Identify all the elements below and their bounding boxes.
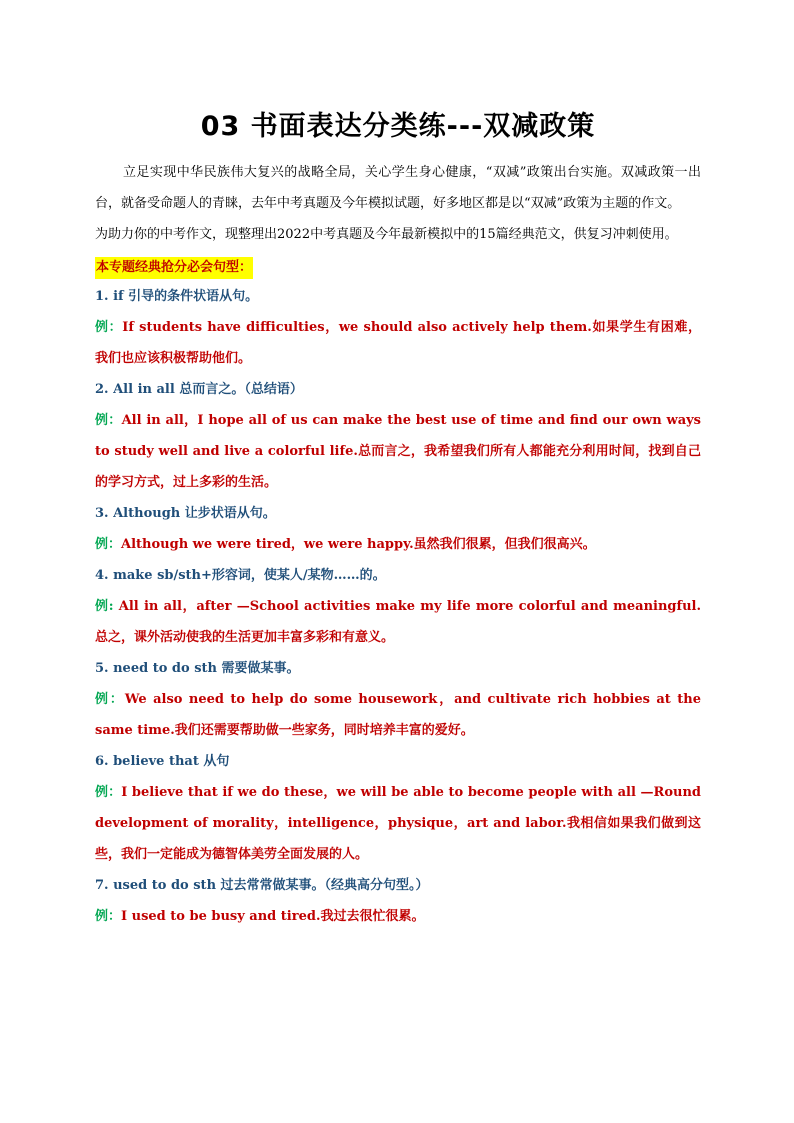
- example-text: We also need to help do some housework，and cultivate rich hobbies at the same time.我们还需要帮助做一些家务，同时培养丰富的爱好。: [95, 692, 701, 738]
- example-text: If students have difficulties，we should also actively help them.如果学生有困难，我们也应该积极帮助他们。: [95, 320, 701, 366]
- sentence-pattern-list: [95, 281, 701, 932]
- example-text: I believe that if we do these，we will be able to become people with all —Round development of morality，intelligence，physique，art and labor.我相信如果我们做到这些，我们一定能成为德智体美劳全面发展的人。: [95, 785, 701, 862]
- document-title: 03 书面表达分类练---双减政策: [200, 111, 596, 142]
- example-label: 例：: [95, 320, 123, 335]
- section-label: 本专题经典抢分必会句型：: [95, 257, 253, 279]
- example-label: 例:: [95, 599, 119, 614]
- example-text: I used to be busy and tired.我过去很忙很累。: [121, 909, 425, 924]
- example-label: 例：: [95, 692, 125, 707]
- example-label: 例：: [95, 785, 122, 800]
- pattern-heading-1: 1. if 引导的条件状语从句。: [95, 289, 259, 304]
- pattern-heading-5: 5. need to do sth 需要做某事。: [95, 661, 300, 676]
- pattern-heading-3: 3. Although 让步状语从句。: [95, 506, 276, 521]
- section-label-line: [95, 250, 701, 281]
- example-label: 例：: [95, 413, 122, 428]
- pattern-example-1: [95, 312, 701, 374]
- pattern-heading-4: 4. make sb/sth+形容词，使某人/某物……的。: [95, 568, 386, 583]
- pattern-example-7: [95, 901, 701, 932]
- pattern-heading-7: 7. used to do sth 过去常常做某事。（经典高分句型。）: [95, 878, 429, 893]
- example-text: All in all，I hope all of us can make the best use of time and find our own ways to study well and live a colorful life.总而言之，我希望我们所有人都能充分利用时间，找到自己的学习方式，过上多彩的生活。: [95, 413, 701, 490]
- pattern-example-3: [95, 529, 701, 560]
- intro-paragraph-2: 为助力你的中考作文，现整理出2022中考真题及今年最新模拟中的15篇经典范文，供复习冲刺使用。: [95, 227, 678, 242]
- pattern-example-5: [95, 684, 701, 746]
- example-label: 例：: [95, 909, 122, 924]
- pattern-heading-2: 2. All in all 总而言之。（总结语）: [95, 382, 303, 397]
- pattern-example-4: [95, 591, 701, 653]
- intro-paragraph-1: 立足实现中华民族伟大复兴的战略全局，关心学生身心健康，“双减”政策出台实施。双减政策一出台，就备受命题人的青睐，去年中考真题及今年模拟试题，好多地区都是以“双减”政策为主题的作文。: [95, 165, 701, 211]
- pattern-heading-6: 6. believe that 从句: [95, 754, 230, 769]
- example-text: All in all，after —School activities make my life more colorful and meaningful.总之，课外活动使我的生活更加丰富多彩和有意义。: [95, 599, 702, 645]
- example-text: Although we were tired，we were happy.虽然我们很累，但我们很高兴。: [121, 537, 596, 552]
- document-page: [95, 104, 701, 932]
- pattern-example-2: [95, 405, 701, 498]
- example-label: 例：: [95, 537, 122, 552]
- pattern-example-6: [95, 777, 701, 870]
